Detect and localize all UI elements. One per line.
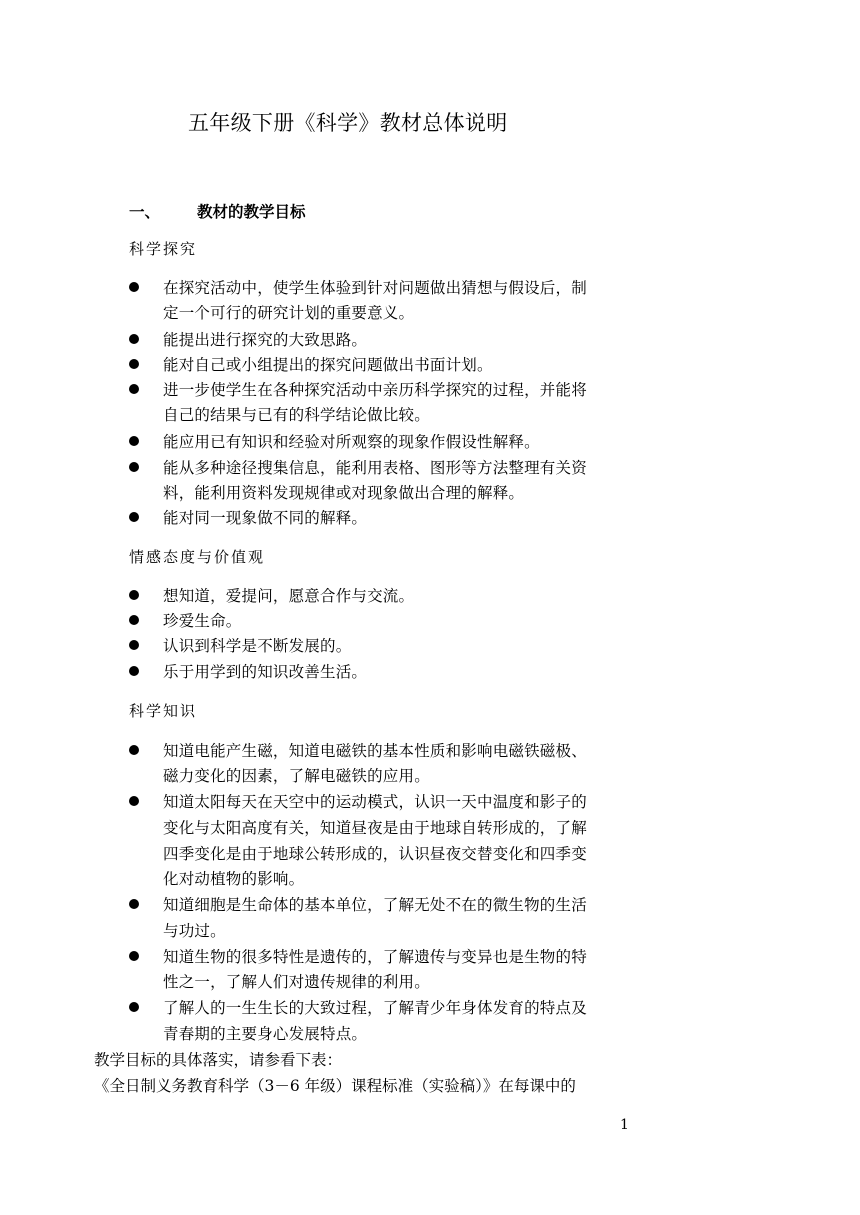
- section-number: 一、: [129, 203, 161, 221]
- bullet: [129, 334, 139, 344]
- bullet-text: 知道生物的很多特性是遗传的，了解遗传与变异也是生物的特: [163, 948, 587, 966]
- bullet-text: 自己的结果与已有的科学结论做比较。: [163, 406, 430, 424]
- bullet-text: 认识到科学是不断发展的。: [163, 637, 352, 655]
- paragraph: 教学目标的具体落实，请参看下表：: [94, 1051, 343, 1069]
- bullet-text: 知道太阳每天在天空中的运动模式，认识一天中温度和影子的: [163, 793, 587, 811]
- bullet: [129, 512, 139, 522]
- bullet: [129, 640, 139, 650]
- bullet: [129, 436, 139, 446]
- bullet-text: 乐于用学到的知识改善生活。: [163, 663, 368, 681]
- bullet-text: 定一个可行的研究计划的重要意义。: [163, 304, 415, 322]
- bullet: [129, 899, 139, 909]
- bullet: [129, 796, 139, 806]
- bullet-text: 能应用已有知识和经验对所观察的现象作假设性解释。: [163, 433, 540, 451]
- bullet-text: 四季变化是由于地球公转形成的，认识昼夜交替变化和四季变: [163, 845, 587, 863]
- bullet: [129, 462, 139, 472]
- bullet: [129, 282, 139, 292]
- bullet-text: 能从多种途径搜集信息，能利用表格、图形等方法整理有关资: [163, 459, 587, 477]
- bullet-text: 磁力变化的因素，了解电磁铁的应用。: [163, 767, 430, 785]
- bullet-text: 能对同一现象做不同的解释。: [163, 509, 368, 527]
- bullet-text: 进一步使学生在各种探究活动中亲历科学探究的过程，并能将: [163, 381, 587, 399]
- subheading-inquiry: 科学探究: [129, 240, 198, 258]
- bullet: [129, 1002, 139, 1012]
- subheading-attitude: 情感态度与价值观: [129, 548, 266, 566]
- bullet-text: 与功过。: [163, 922, 226, 940]
- bullet: [129, 666, 139, 676]
- document-title: 五年级下册《科学》教材总体说明: [188, 111, 508, 135]
- section-heading: 教材的教学目标: [197, 203, 306, 221]
- bullet: [129, 384, 139, 394]
- bullet-text: 料，能利用资料发现规律或对现象做出合理的解释。: [163, 484, 525, 502]
- page-number: 1: [620, 1117, 629, 1133]
- bullet-text: 知道细胞是生命体的基本单位，了解无处不在的微生物的生活: [163, 896, 587, 914]
- bullet-text: 在探究活动中，使学生体验到针对问题做出猜想与假设后，制: [163, 279, 587, 297]
- bullet-text: 青春期的主要身心发展特点。: [163, 1025, 368, 1043]
- bullet-text: 变化与太阳高度有关，知道昼夜是由于地球自转形成的，了解: [163, 819, 587, 837]
- paragraph: 《全日制义务教育科学（3－6 年级）课程标准（实验稿）》在每课中的: [94, 1077, 576, 1095]
- bullet: [129, 359, 139, 369]
- bullet-text: 珍爱生命。: [163, 612, 242, 630]
- bullet-text: 能对自己或小组提出的探究问题做出书面计划。: [163, 356, 493, 374]
- subheading-knowledge: 科学知识: [129, 702, 198, 720]
- bullet-text: 性之一，了解人们对遗传规律的利用。: [163, 973, 430, 991]
- bullet-text: 了解人的一生生长的大致过程，了解青少年身体发育的特点及: [163, 999, 587, 1017]
- bullet-text: 能提出进行探究的大致思路。: [163, 331, 368, 349]
- bullet-text: 想知道，爱提问，愿意合作与交流。: [163, 587, 415, 605]
- bullet: [129, 951, 139, 961]
- bullet: [129, 745, 139, 755]
- bullet-text: 化对动植物的影响。: [163, 870, 305, 888]
- bullet: [129, 590, 139, 600]
- bullet-text: 知道电能产生磁，知道电磁铁的基本性质和影响电磁铁磁极、: [163, 742, 587, 760]
- bullet: [129, 615, 139, 625]
